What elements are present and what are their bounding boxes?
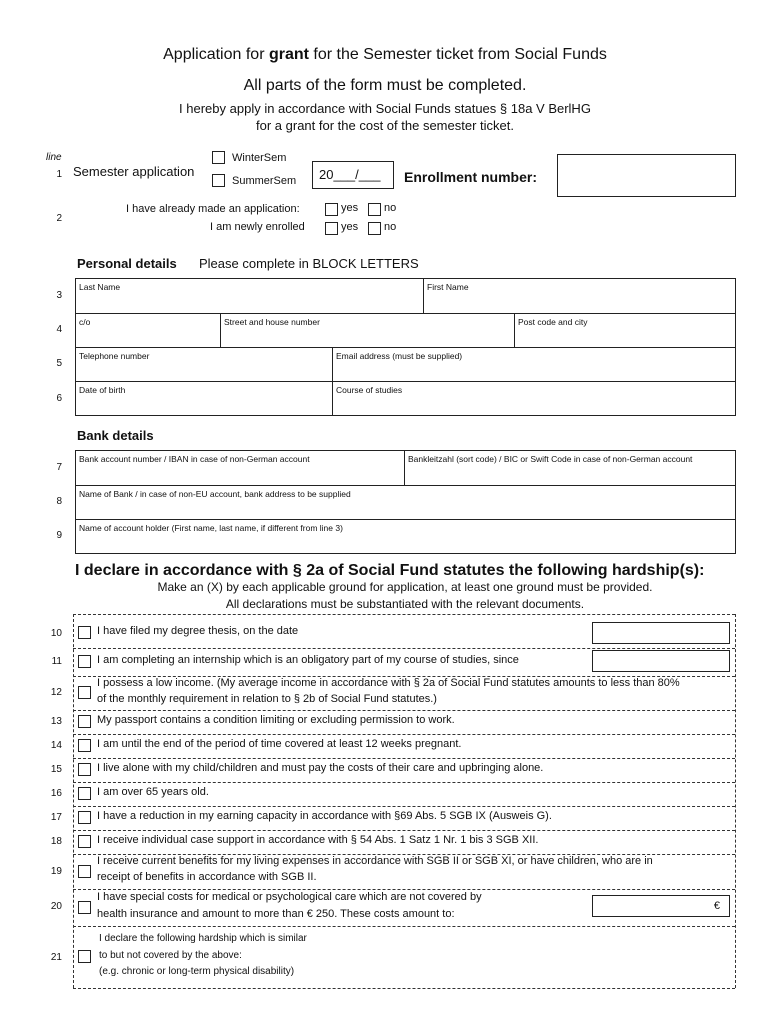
hardship-14-checkbox[interactable] <box>78 739 91 752</box>
wintersem-label: WinterSem <box>232 152 287 164</box>
line-number-20: 20 <box>50 901 62 912</box>
bic-field[interactable] <box>405 451 735 484</box>
hardship-19-checkbox[interactable] <box>78 865 91 878</box>
line-number-13: 13 <box>50 716 62 727</box>
hardship-17-checkbox[interactable] <box>78 811 91 824</box>
iban-label: Bank account number / IBAN in case of non-German account <box>79 454 310 464</box>
hardship-16-checkbox[interactable] <box>78 787 91 800</box>
already-applied-yes-label: yes <box>341 202 359 214</box>
euro-symbol: € <box>713 900 720 912</box>
line-number-12: 12 <box>50 687 62 698</box>
line-number-16: 16 <box>50 788 62 799</box>
enrollment-number-field[interactable] <box>557 154 736 197</box>
hardship-heading: I declare in accordance with § 2a of Social Fund statutes the following hardship(s): <box>75 562 705 579</box>
thesis-date-field[interactable] <box>592 622 730 644</box>
bank-name-label: Name of Bank / in case of non-EU account, bank address to be supplied <box>79 489 351 499</box>
hardship-10-checkbox[interactable] <box>78 626 91 639</box>
hardship-12-text-a: I possess a low income. (My average income in accordance with § 2a of Social Fund statutes amounts to less than 80% <box>97 677 680 689</box>
hardship-11-checkbox[interactable] <box>78 655 91 668</box>
line-number-4: 4 <box>56 324 62 335</box>
iban-field[interactable] <box>76 451 403 484</box>
hardship-13-text: My passport contains a condition limiting or excluding permission to work. <box>97 714 455 726</box>
postcode-city-field[interactable] <box>515 314 735 346</box>
hardship-12-text-b: of the monthly requirement in relation to § 2b of Social Fund statutes.) <box>97 693 437 705</box>
hardship-13-checkbox[interactable] <box>78 715 91 728</box>
block-letters-note: Please complete in BLOCK LETTERS <box>199 256 419 271</box>
hardship-10-text: I have filed my degree thesis, on the date <box>97 625 299 637</box>
hardship-15-checkbox[interactable] <box>78 763 91 776</box>
hardship-21-text-b: to but not covered by the above: <box>99 950 242 961</box>
first-name-label: First Name <box>427 282 469 292</box>
line-number-18: 18 <box>50 836 62 847</box>
hardship-18-text: I receive individual case support in accordance with § 54 Abs. 1 Satz 1 Nr. 1 bis 3 SGB XII. <box>97 834 539 846</box>
other-hardship-field[interactable] <box>345 930 733 986</box>
newly-enrolled-no-label: no <box>384 221 397 233</box>
line-caption: line <box>46 152 62 163</box>
line-number-19: 19 <box>50 866 62 877</box>
bank-name-field[interactable] <box>76 486 735 518</box>
postcode-city-label: Post code and city <box>518 317 588 327</box>
email-field[interactable] <box>333 348 735 380</box>
account-holder-label: Name of account holder (First name, last name, if different from line 3) <box>79 523 343 533</box>
hardship-15-text: I live alone with my child/children and must pay the costs of their care and upbringing alone. <box>97 762 544 774</box>
email-label: Email address (must be supplied) <box>336 351 463 361</box>
line-number-9: 9 <box>56 530 62 541</box>
line-number-5: 5 <box>56 358 62 369</box>
newly-enrolled-yes-label: yes <box>341 221 359 233</box>
form-title <box>0 46 770 64</box>
already-applied-no-checkbox[interactable] <box>368 203 381 216</box>
line-number-15: 15 <box>50 764 62 775</box>
title-text: Application for <box>163 46 269 63</box>
date-of-birth-label: Date of birth <box>79 385 126 395</box>
medical-costs-amount-field[interactable] <box>592 895 730 917</box>
newly-enrolled-label: I am newly enrolled <box>210 221 305 233</box>
telephone-field[interactable] <box>76 348 331 380</box>
street-field[interactable] <box>221 314 513 346</box>
hardship-20-text-b: health insurance and amount to more than € 250. These costs amount to: <box>97 908 455 920</box>
hardship-instruction-1: Make an (X) by each applicable ground for application, at least one ground must be provided. <box>157 580 653 594</box>
title-bold: grant <box>268 46 309 63</box>
line-number-17: 17 <box>50 812 62 823</box>
last-name-label: Last Name <box>79 282 121 292</box>
co-label: c/o <box>79 317 91 327</box>
line-number-10: 10 <box>50 628 62 639</box>
already-applied-yes-checkbox[interactable] <box>325 203 338 216</box>
bank-details-heading: Bank details <box>77 428 154 443</box>
hardship-11-text: I am completing an internship which is an obligatory part of my course of studies, since <box>97 654 519 666</box>
already-applied-no-label: no <box>384 202 397 214</box>
line-number-2: 2 <box>56 213 62 224</box>
intro-line-2: for a grant for the cost of the semester ticket. <box>256 118 514 133</box>
summersem-checkbox[interactable] <box>212 174 225 187</box>
internship-since-field[interactable] <box>592 650 730 672</box>
hardship-17-text: I have a reduction in my earning capacity in accordance with §69 Abs. 5 SGB IX (Ausweis G). <box>97 810 552 822</box>
hardship-21-text-a: I declare the following hardship which is similar <box>99 933 307 944</box>
line-number-1: 1 <box>56 169 62 180</box>
already-applied-label: I have already made an application: <box>126 203 300 215</box>
line-number-3: 3 <box>56 290 62 301</box>
hardship-19-text-b: receipt of benefits in accordance with SGB II. <box>97 871 317 883</box>
hardship-12-checkbox[interactable] <box>78 686 91 699</box>
line-number-11: 11 <box>51 656 62 667</box>
line-number-8: 8 <box>56 496 62 507</box>
title-text-end: for the Semester ticket from Social Funds <box>308 46 607 63</box>
hardship-21-text-c: (e.g. chronic or long-term physical disability) <box>99 966 295 977</box>
hardship-20-text-a: I have special costs for medical or psychological care which are not covered by <box>97 891 482 903</box>
last-name-field[interactable] <box>76 279 422 312</box>
course-of-studies-label: Course of studies <box>336 385 403 395</box>
hardship-19-text-a: I receive current benefits for my living expenses in accordance with SGB II or SGB XI, or have children, who are in <box>97 855 653 867</box>
line-number-21: 21 <box>50 952 62 963</box>
semester-year-field[interactable] <box>312 161 394 189</box>
enrollment-number-label: Enrollment number: <box>404 169 538 185</box>
course-of-studies-field[interactable] <box>333 382 735 415</box>
form-subtitle: All parts of the form must be completed. <box>243 77 527 94</box>
hardship-16-text: I am over 65 years old. <box>97 786 209 798</box>
semester-application-label: Semester application <box>73 164 195 179</box>
wintersem-checkbox[interactable] <box>212 151 225 164</box>
hardship-14-text: I am until the end of the period of time covered at least 12 weeks pregnant. <box>97 738 462 750</box>
bic-label: Bankleitzahl (sort code) / BIC or Swift Code in case of non-German account <box>408 454 693 464</box>
line-number-14: 14 <box>50 740 62 751</box>
newly-enrolled-yes-checkbox[interactable] <box>325 222 338 235</box>
personal-details-heading: Personal details <box>77 256 177 271</box>
telephone-label: Telephone number <box>79 351 150 361</box>
first-name-field[interactable] <box>424 279 735 312</box>
account-holder-field[interactable] <box>76 520 735 553</box>
hardship-21-checkbox[interactable] <box>78 950 91 963</box>
summersem-label: SummerSem <box>232 175 297 187</box>
date-of-birth-field[interactable] <box>76 382 331 415</box>
street-label: Street and house number <box>224 317 320 327</box>
newly-enrolled-no-checkbox[interactable] <box>368 222 381 235</box>
intro-line-1: I hereby apply in accordance with Social Funds statues § 18a V BerlHG <box>179 101 591 116</box>
hardship-instruction-2: All declarations must be substantiated with the relevant documents. <box>225 597 585 611</box>
line-number-7: 7 <box>56 462 62 473</box>
hardship-20-checkbox[interactable] <box>78 901 91 914</box>
hardship-18-checkbox[interactable] <box>78 835 91 848</box>
line-number-6: 6 <box>56 393 62 404</box>
semester-year-template: 20___/___ <box>319 167 381 182</box>
co-field[interactable] <box>76 314 219 346</box>
